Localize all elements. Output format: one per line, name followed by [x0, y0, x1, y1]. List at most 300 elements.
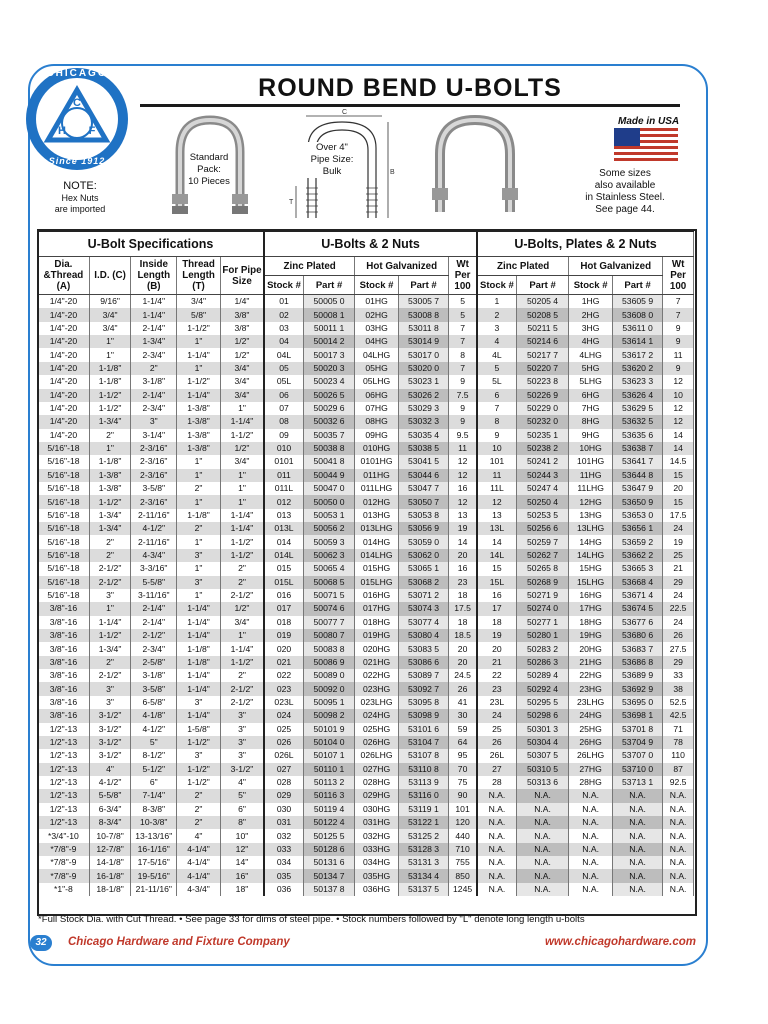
table-cell: 70: [449, 763, 477, 776]
table-cell: 5HG: [569, 362, 613, 375]
table-cell: 42.5: [663, 709, 694, 722]
table-cell: N.A.: [569, 803, 613, 816]
table-cell: 11: [449, 442, 477, 455]
table-cell: 1-1/4": [131, 295, 177, 309]
table-cell: 3-11/16": [131, 589, 177, 602]
table-cell: 50083 8: [303, 642, 354, 655]
table-cell: 5/16"-18: [38, 469, 89, 482]
table-cell: 12: [449, 469, 477, 482]
table-cell: 3/4": [220, 375, 264, 388]
table-cell: 53617 2: [612, 348, 662, 361]
table-row: [38, 816, 694, 829]
table-cell: 53632 5: [612, 415, 662, 428]
table-cell: 07: [264, 402, 303, 415]
table-cell: 5/16"-18: [38, 589, 89, 602]
table-cell: 2-1/2": [220, 682, 264, 695]
table-cell: 09HG: [355, 429, 399, 442]
table-cell: 2": [177, 803, 221, 816]
table-cell: 50080 7: [303, 629, 354, 642]
table-cell: 19HG: [569, 629, 613, 642]
table-cell: N.A.: [477, 856, 516, 869]
table-cell: N.A.: [612, 843, 662, 856]
table-cell: 1-3/4": [89, 509, 131, 522]
table-row: [38, 682, 694, 695]
table-cell: 8-3/8": [131, 803, 177, 816]
table-cell: 50304 4: [516, 736, 568, 749]
table-cell: 50295 5: [516, 696, 568, 709]
table-cell: 1/2"-13: [38, 803, 89, 816]
table-cell: 50238 2: [516, 442, 568, 455]
table-cell: 3-1/4": [131, 429, 177, 442]
table-cell: 50014 2: [303, 335, 354, 348]
table-cell: N.A.: [612, 803, 662, 816]
table-cell: 50250 4: [516, 495, 568, 508]
table-cell: 035: [264, 869, 303, 882]
table-cell: 1/4"-20: [38, 402, 89, 415]
table-cell: 53683 7: [612, 642, 662, 655]
table-cell: 16-1/8": [89, 869, 131, 882]
hex-nuts-note: [40, 180, 120, 215]
table-cell: 50223 8: [516, 375, 568, 388]
table-cell: 50220 7: [516, 362, 568, 375]
table-cell: 023L: [264, 696, 303, 709]
table-cell: 53125 2: [398, 829, 448, 842]
header-stock-4: Stock #: [569, 276, 613, 295]
table-cell: 2-1/2": [89, 576, 131, 589]
table-cell: 019: [264, 629, 303, 642]
table-cell: 17-5/16": [131, 856, 177, 869]
table-cell: 6HG: [569, 389, 613, 402]
table-cell: 1-3/4": [89, 522, 131, 535]
table-cell: 2": [177, 789, 221, 802]
table-cell: 031HG: [355, 816, 399, 829]
table-cell: 53713 1: [612, 776, 662, 789]
table-cell: 50259 7: [516, 535, 568, 548]
table-cell: 10HG: [569, 442, 613, 455]
logo-bottom-text: Since 1912: [48, 156, 106, 166]
table-cell: N.A.: [569, 883, 613, 896]
table-cell: 04L: [264, 348, 303, 361]
table-cell: 26: [477, 736, 516, 749]
table-cell: 6-5/8": [131, 696, 177, 709]
table-cell: 53104 7: [398, 736, 448, 749]
table-cell: 29: [663, 576, 694, 589]
chicago-logo: [26, 68, 128, 170]
table-cell: 1": [177, 335, 221, 348]
table-cell: 18: [449, 616, 477, 629]
table-cell: 026HG: [355, 736, 399, 749]
table-cell: 50283 2: [516, 642, 568, 655]
table-cell: 3/8": [220, 322, 264, 335]
table-cell: N.A.: [612, 856, 662, 869]
table-row: [38, 656, 694, 669]
table-cell: 23: [477, 682, 516, 695]
table-cell: 53074 3: [398, 602, 448, 615]
table-cell: 12: [663, 375, 694, 388]
standard-pack-line-1: Standard: [189, 152, 229, 163]
table-cell: N.A.: [569, 843, 613, 856]
table-row: [38, 308, 694, 321]
table-cell: 9: [663, 335, 694, 348]
table-cell: 028HG: [355, 776, 399, 789]
table-cell: 15HG: [569, 562, 613, 575]
table-cell: 1/4"-20: [38, 415, 89, 428]
table-cell: 04LHG: [355, 348, 399, 361]
table-cell: N.A.: [612, 829, 662, 842]
table-cell: 1": [177, 562, 221, 575]
table-cell: 53650 9: [612, 495, 662, 508]
table-cell: 3-1/8": [131, 669, 177, 682]
table-cell: 2-3/16": [131, 469, 177, 482]
website-link[interactable]: www.chicagohardware.com: [544, 936, 696, 948]
table-cell: 53089 7: [398, 669, 448, 682]
table-cell: 7: [449, 322, 477, 335]
table-cell: 14-1/8": [89, 856, 131, 869]
table-cell: 012HG: [355, 495, 399, 508]
table-cell: 1": [177, 469, 221, 482]
table-row: [38, 856, 694, 869]
table-cell: 26HG: [569, 736, 613, 749]
table-cell: 53131 3: [398, 856, 448, 869]
table-cell: 3": [220, 736, 264, 749]
table-cell: 3HG: [569, 322, 613, 335]
table-cell: 50286 3: [516, 656, 568, 669]
table-cell: 53071 2: [398, 589, 448, 602]
header-pipe-size: For Pipe Size: [220, 257, 264, 295]
table-cell: 50116 3: [303, 789, 354, 802]
bulk-line-3: Bulk: [322, 166, 342, 177]
table-row: [38, 322, 694, 335]
table-cell: 1/4"-20: [38, 375, 89, 388]
table-cell: 50301 3: [516, 723, 568, 736]
table-cell: 05LHG: [355, 375, 399, 388]
standard-pack-line-2: Pack:: [197, 164, 221, 175]
table-cell: 1/2"-13: [38, 723, 89, 736]
table-cell: 53029 3: [398, 402, 448, 415]
table-cell: 27: [477, 763, 516, 776]
table-cell: 2": [89, 535, 131, 548]
table-cell: 16HG: [569, 589, 613, 602]
group-header-bolts-nuts: U-Bolts & 2 Nuts: [264, 231, 477, 257]
table-cell: 11: [663, 348, 694, 361]
table-cell: 014HG: [355, 535, 399, 548]
table-cell: 19: [449, 522, 477, 535]
table-cell: 1-1/8": [177, 656, 221, 669]
table-cell: 1-1/4": [177, 629, 221, 642]
table-cell: 53011 8: [398, 322, 448, 335]
table-cell: 19: [477, 629, 516, 642]
table-cell: 4-1/4": [177, 843, 221, 856]
table-cell: 53689 9: [612, 669, 662, 682]
table-cell: 5/16"-18: [38, 442, 89, 455]
table-cell: 53080 4: [398, 629, 448, 642]
table-cell: 017: [264, 602, 303, 615]
table-cell: 29: [663, 656, 694, 669]
table-cell: 1-1/4": [177, 602, 221, 615]
table-cell: 06: [264, 389, 303, 402]
table-cell: 50232 0: [516, 415, 568, 428]
table-cell: 1-1/4": [177, 348, 221, 361]
footnote: *Full Stock Dia. with Cut Thread. • See page 33 for dims of steel pipe. • Stock numbers followed by "L" denote long length u-bolts: [38, 914, 585, 925]
u-bolt-table: [38, 230, 694, 896]
table-cell: 50137 8: [303, 883, 354, 896]
stainless-line-3: in Stainless Steel.: [585, 192, 665, 203]
table-cell: 4-1/2": [89, 776, 131, 789]
table-cell: 2-11/16": [131, 535, 177, 548]
table-cell: 022HG: [355, 669, 399, 682]
table-cell: 1: [477, 295, 516, 309]
table-cell: 3/8"-16: [38, 656, 89, 669]
note-line-2: are imported: [54, 204, 106, 214]
table-row: [38, 562, 694, 575]
table-cell: 02: [264, 308, 303, 321]
table-cell: 034: [264, 856, 303, 869]
table-cell: N.A.: [477, 816, 516, 829]
table-cell: N.A.: [663, 843, 694, 856]
table-cell: 18HG: [569, 616, 613, 629]
table-cell: 17.5: [449, 602, 477, 615]
table-cell: 50011 1: [303, 322, 354, 335]
table-cell: 036HG: [355, 883, 399, 896]
table-cell: 2: [477, 308, 516, 321]
table-cell: 5: [449, 295, 477, 309]
table-cell: 50020 3: [303, 362, 354, 375]
group-header-bolts-plates-nuts: U-Bolts, Plates & 2 Nuts: [477, 231, 693, 257]
table-cell: 1-1/2": [89, 402, 131, 415]
table-cell: 033: [264, 843, 303, 856]
table-cell: 26: [663, 629, 694, 642]
table-cell: 41: [449, 696, 477, 709]
table-cell: 1/2": [220, 335, 264, 348]
table-cell: 53620 2: [612, 362, 662, 375]
table-cell: 019HG: [355, 629, 399, 642]
table-cell: 1-1/8": [89, 375, 131, 388]
table-cell: 50289 4: [516, 669, 568, 682]
table-cell: 11L: [477, 482, 516, 495]
table-row: [38, 295, 694, 309]
table-cell: 50059 3: [303, 535, 354, 548]
stainless-steel-note: [570, 168, 680, 216]
table-cell: 10-3/8": [131, 816, 177, 829]
table-cell: N.A.: [663, 789, 694, 802]
table-cell: 4HG: [569, 335, 613, 348]
table-cell: 20: [663, 482, 694, 495]
table-cell: 110: [663, 749, 694, 762]
table-cell: 50062 3: [303, 549, 354, 562]
table-cell: 14HG: [569, 535, 613, 548]
table-cell: 53710 0: [612, 763, 662, 776]
table-cell: 6": [131, 776, 177, 789]
table-cell: 9.5: [449, 429, 477, 442]
table-cell: 22.5: [663, 602, 694, 615]
table-cell: N.A.: [663, 829, 694, 842]
table-cell: N.A.: [516, 789, 568, 802]
table-cell: 7: [449, 335, 477, 348]
table-cell: 3/8"-16: [38, 709, 89, 722]
table-cell: 9: [477, 429, 516, 442]
table-cell: 12HG: [569, 495, 613, 508]
table-cell: 4LHG: [569, 348, 613, 361]
table-cell: 5/16"-18: [38, 535, 89, 548]
table-cell: 1-1/2": [177, 322, 221, 335]
table-cell: 53665 3: [612, 562, 662, 575]
table-cell: 26L: [477, 749, 516, 762]
table-cell: *7/8"-9: [38, 869, 89, 882]
usa-flag-icon: [614, 128, 678, 162]
table-cell: 013L: [264, 522, 303, 535]
table-cell: 53098 9: [398, 709, 448, 722]
table-cell: 53635 6: [612, 429, 662, 442]
table-cell: 5/16"-18: [38, 482, 89, 495]
table-row: [38, 455, 694, 468]
table-cell: 1-1/2": [89, 389, 131, 402]
table-cell: 53044 6: [398, 469, 448, 482]
table-cell: 1/2"-13: [38, 776, 89, 789]
table-cell: N.A.: [612, 816, 662, 829]
table-cell: 440: [449, 829, 477, 842]
table-cell: 50244 3: [516, 469, 568, 482]
table-cell: 4-1/2": [131, 723, 177, 736]
table-cell: N.A.: [663, 803, 694, 816]
table-cell: 50229 0: [516, 402, 568, 415]
table-cell: 1-1/4": [177, 709, 221, 722]
table-cell: 52.5: [663, 696, 694, 709]
logo-letter-c: C: [73, 97, 81, 109]
table-cell: N.A.: [569, 856, 613, 869]
table-cell: 53113 9: [398, 776, 448, 789]
table-cell: 8-1/2": [131, 749, 177, 762]
table-cell: 50262 7: [516, 549, 568, 562]
table-cell: 25HG: [569, 723, 613, 736]
table-cell: 2-3/4": [131, 402, 177, 415]
header-stock-1: Stock #: [264, 276, 303, 295]
table-cell: 015HG: [355, 562, 399, 575]
table-cell: 2-1/4": [131, 616, 177, 629]
table-cell: 53107 8: [398, 749, 448, 762]
table-cell: 53023 1: [398, 375, 448, 388]
table-cell: 50271 9: [516, 589, 568, 602]
table-cell: 1": [89, 442, 131, 455]
table-cell: 8: [449, 348, 477, 361]
table-cell: 2": [177, 522, 221, 535]
table-cell: 50280 1: [516, 629, 568, 642]
table-cell: 1-1/8": [89, 362, 131, 375]
table-cell: 03: [264, 322, 303, 335]
table-cell: 10": [220, 829, 264, 842]
table-cell: 3/8"-16: [38, 602, 89, 615]
table-cell: 5": [131, 736, 177, 749]
table-row: [38, 723, 694, 736]
table-cell: 53050 7: [398, 495, 448, 508]
table-cell: 53626 4: [612, 389, 662, 402]
table-cell: 53041 5: [398, 455, 448, 468]
bulk-note: [302, 142, 362, 178]
table-cell: 53116 0: [398, 789, 448, 802]
table-cell: 7-1/4": [131, 789, 177, 802]
table-cell: 02HG: [355, 308, 399, 321]
table-row: [38, 829, 694, 842]
table-cell: 1": [177, 535, 221, 548]
standard-pack-line-3: 10 Pieces: [188, 176, 230, 187]
table-cell: 101: [477, 455, 516, 468]
table-cell: 01: [264, 295, 303, 309]
table-cell: 22: [477, 669, 516, 682]
table-cell: 28HG: [569, 776, 613, 789]
table-cell: 50253 5: [516, 509, 568, 522]
table-cell: 2": [220, 669, 264, 682]
table-cell: 50131 6: [303, 856, 354, 869]
table-finish-header-row: [38, 257, 694, 276]
table-cell: 1": [89, 335, 131, 348]
table-cell: 11: [477, 469, 516, 482]
table-row: [38, 602, 694, 615]
header-weight-2: Wt Per 100: [663, 257, 694, 295]
table-cell: 5-5/8": [89, 789, 131, 802]
table-cell: 5/16"-18: [38, 509, 89, 522]
table-cell: 50310 5: [516, 763, 568, 776]
table-cell: 50274 0: [516, 602, 568, 615]
header-inside-length: Inside Length (B): [131, 257, 177, 295]
table-cell: 011L: [264, 482, 303, 495]
group-header-specs: U-Bolt Specifications: [38, 231, 264, 257]
table-cell: N.A.: [663, 856, 694, 869]
table-cell: 53119 1: [398, 803, 448, 816]
table-cell: *7/8"-9: [38, 843, 89, 856]
table-cell: 1/4"-20: [38, 348, 89, 361]
table-cell: 50217 7: [516, 348, 568, 361]
table-cell: 3/4": [89, 308, 131, 321]
table-cell: 50101 9: [303, 723, 354, 736]
table-cell: 710: [449, 843, 477, 856]
stainless-line-1: Some sizes: [599, 168, 651, 179]
table-cell: 9: [449, 415, 477, 428]
table-cell: 53128 3: [398, 843, 448, 856]
table-cell: 53038 5: [398, 442, 448, 455]
table-cell: 1": [177, 455, 221, 468]
table-row: [38, 429, 694, 442]
table-row: [38, 535, 694, 548]
table-cell: 3/8"-16: [38, 682, 89, 695]
table-cell: 8-3/4": [89, 816, 131, 829]
table-cell: 023: [264, 682, 303, 695]
table-row: [38, 696, 694, 709]
table-row: [38, 642, 694, 655]
table-row: [38, 616, 694, 629]
table-cell: *7/8"-9: [38, 856, 89, 869]
company-name: Chicago Hardware and Fixture Company: [68, 936, 290, 948]
table-cell: 50023 4: [303, 375, 354, 388]
table-cell: 50125 5: [303, 829, 354, 842]
table-cell: 53629 5: [612, 402, 662, 415]
table-group-header-row: [38, 231, 694, 257]
table-row: [38, 803, 694, 816]
table-cell: 1": [177, 362, 221, 375]
table-cell: N.A.: [516, 856, 568, 869]
table-cell: 1": [89, 602, 131, 615]
diagram-label-b: B: [390, 169, 395, 176]
table-cell: 50277 1: [516, 616, 568, 629]
table-cell: 53077 4: [398, 616, 448, 629]
table-cell: 50056 2: [303, 522, 354, 535]
table-cell: 53677 6: [612, 616, 662, 629]
table-cell: 3": [220, 749, 264, 762]
table-cell: 13-13/16": [131, 829, 177, 842]
table-row: [38, 776, 694, 789]
table-cell: 1-1/4": [177, 669, 221, 682]
table-cell: 50313 6: [516, 776, 568, 789]
table-row: [38, 709, 694, 722]
table-cell: 50104 0: [303, 736, 354, 749]
